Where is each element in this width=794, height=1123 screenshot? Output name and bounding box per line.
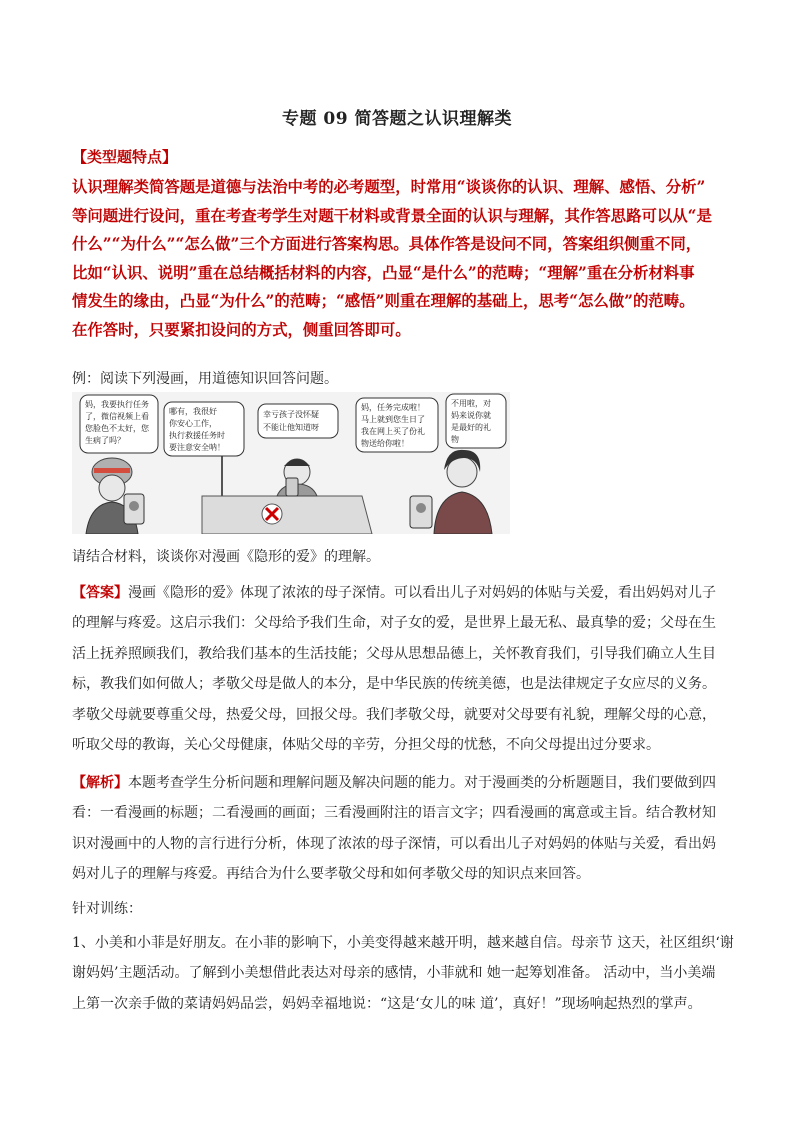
practice-line: 1、小美和小菲是好朋友。在小菲的影响下，小美变得越来越开明，越来越自信。母亲节 这天，社区组织‘谢 [72, 935, 734, 951]
speech-bubble-4 [356, 398, 438, 452]
bubble-text: 不用啦，对 [451, 399, 491, 408]
bubble-text: 物 [451, 435, 459, 444]
answer-line: 活上抚养照顾我们，教给我们基本的生活技能；父母从思想品德上，关怀教育我们，引导我们确立人生目 [72, 645, 716, 662]
bubble-text: 哪有，我很好 [169, 407, 217, 416]
feature-line: 什么”“为什么”“怎么做”三个方面进行答案构思。具体作答是设问不同，答案组织侧重不同， [72, 235, 702, 254]
answer-line [72, 578, 736, 608]
bubble-text: 你安心工作， [169, 419, 217, 428]
practice-line: 谢妈妈’主题活动。了解到小美想借此表达对母亲的感情，小菲就和 她一起筹划准备。 活动中，当小美端 [72, 965, 716, 982]
practice-heading: 针对训练： [72, 901, 142, 917]
answer-paragraph [72, 578, 736, 760]
feature-line: 情发生的缘由，凸显“为什么”的范畴；“感悟”则重在理解的基础上，思考“怎么做”的范畴。 [72, 292, 695, 311]
page-title: 专题 09 简答题之认识理解类 [282, 109, 512, 129]
speech-bubble-2 [164, 402, 244, 456]
feature-line: 比如“认识、说明”重在总结概括材料的内容，凸显“是什么”的范畴；“理解”重在分析材料事 [72, 263, 695, 282]
analysis-line [72, 768, 736, 798]
analysis-line: 妈对儿子的理解与疼爱。再结合为什么要孝敬父母和如何孝敬父母的知识点来回答。 [72, 866, 590, 883]
bubble-text: 您脸色不太好，您 [85, 424, 149, 433]
answer-line: 标，教我们如何做人；孝敬父母是做人的本分，是中华民族的传统美德，也是法律规定子女应尽的义务。 [72, 676, 716, 693]
question-text: 请结合材料，谈谈你对漫画《隐形的爱》的理解。 [72, 549, 380, 565]
bubble-text: 幸亏孩子没怀疑 [263, 410, 319, 419]
feature-paragraph [72, 173, 736, 345]
bubble-text: 生病了吗？ [85, 436, 125, 445]
bubble-text: 我在网上买了份礼 [361, 427, 425, 436]
analysis-paragraph [72, 768, 736, 890]
bubble-text: 要注意安全呐！ [169, 443, 225, 452]
practice-question-1 [72, 928, 736, 1019]
speech-bubble-5 [446, 394, 506, 448]
example-intro: 例：阅读下列漫画，用道德知识回答问题。 [72, 371, 338, 387]
bubble-text: 妈来说你就 [451, 411, 491, 420]
bubble-text: 物送给你啦！ [361, 439, 409, 448]
answer-line: 孝敬父母就要尊重父母，热爱父母，回报父母。我们孝敬父母，就要对父母要有礼貌，理解父母的心意， [72, 706, 716, 723]
bubble-text: 妈，任务完成啦！ [361, 403, 425, 412]
answer-line-text: 漫画《隐形的爱》体现了浓浓的母子深情。可以看出儿子对妈妈的体贴与关爱，看出妈妈对儿子 [128, 585, 716, 601]
analysis-tag: 【解析】 [72, 775, 128, 791]
bubble-text: 执行救援任务时 [169, 431, 225, 440]
analysis-line: 识对漫画中的人物的言行进行分析，体现了浓浓的母子深情，可以看出儿子对妈妈的体贴与关爱，看出妈 [72, 835, 716, 852]
bubble-text: 马上就到您生日了 [361, 415, 425, 424]
bubble-text: 是最好的礼 [451, 423, 491, 432]
practice-line: 上第一次亲手做的菜请妈妈品尝，妈妈幸福地说：“这是‘女儿的味 道’，真好！”现场响起热烈的掌声。 [72, 995, 702, 1012]
feature-line: 认识理解类简答题是道德与法治中考的必考题型，时常用“谈谈你的认识、理解、感悟、分析” [72, 178, 706, 196]
answer-line: 的理解与疼爱。这启示我们：父母给予我们生命，对子女的爱，是世界上最无私、最真挚的爱；父母在生 [72, 615, 716, 632]
analysis-line: 看：一看漫画的标题；二看漫画的画面；三看漫画附注的语言文字；四看漫画的寓意或主旨。结合教材知 [72, 805, 716, 822]
answer-tag: 【答案】 [72, 585, 128, 601]
feature-tag: 【类型题特点】 [72, 148, 178, 166]
bubble-text: 妈，我要执行任务 [85, 400, 149, 409]
bubble-text: 不能让他知道呀 [263, 423, 319, 432]
cartoon-illustration [72, 392, 510, 534]
speech-bubble-3 [258, 404, 338, 438]
feature-line: 在作答时，只要紧扣设问的方式，侧重回答即可。 [72, 320, 411, 339]
feature-heading [72, 146, 736, 167]
analysis-line-text: 本题考查学生分析问题和理解问题及解决问题的能力。对于漫画类的分析题题目，我们要做到四 [128, 775, 716, 791]
speech-bubble-1 [80, 395, 158, 453]
bubble-text: 了，微信视频上看 [85, 412, 149, 421]
feature-line: 等问题进行设问，重在考查考学生对题干材料或背景全面的认识与理解，其作答思路可以从“是 [72, 206, 712, 225]
answer-line: 听取父母的教诲，关心父母健康，体贴父母的辛劳，分担父母的忧愁，不向父母提出过分要求。 [72, 737, 660, 754]
